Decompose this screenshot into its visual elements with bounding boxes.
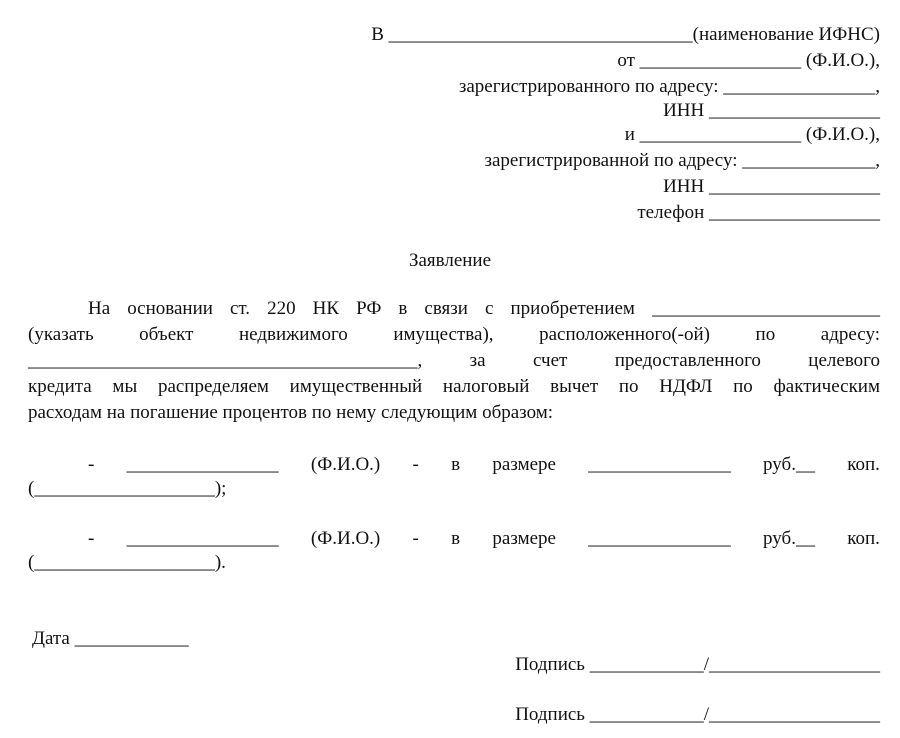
signature-line-1: Подпись ____________/__________________	[515, 654, 880, 675]
header-address1-line: зарегистрированного по адресу: ________________,	[458, 76, 880, 97]
distribution-item-1-words: (___________________);	[28, 478, 227, 499]
body-line-4: кредита мы распределяем имущественный налоговый вычет по НДФЛ по фактическим	[28, 376, 880, 397]
header-inn2-line: ИНН __________________	[663, 176, 880, 197]
item-amount-blank: _______________	[588, 454, 731, 475]
item-amount-blank: _______________	[588, 528, 731, 549]
distribution-item-2	[88, 528, 880, 550]
item-razmere-label: размере	[492, 454, 556, 475]
item-name-blank: ________________	[126, 454, 279, 475]
header-recipient-line: В ________________________________(наименование ИФНС)	[371, 24, 880, 45]
document-title: Заявление	[408, 250, 492, 271]
item-fio-label: (Ф.И.О.)	[310, 528, 381, 549]
header-phone-line: телефон __________________	[637, 202, 880, 223]
header-second-person-line: и _________________ (Ф.И.О.),	[624, 124, 880, 145]
date-line: Дата ____________	[32, 628, 189, 649]
item-dash-2: -	[412, 454, 419, 475]
item-fio-label: (Ф.И.О.)	[310, 454, 381, 475]
body-line-3: _________________________________________, за счет предоставленного целевого	[28, 350, 880, 371]
body-line-1: На основании ст. 220 НК РФ в связи с приобретением ________________________	[88, 298, 880, 319]
item-rub-label: руб.__	[763, 528, 815, 549]
item-dash-2: -	[412, 528, 419, 549]
distribution-item-1	[88, 454, 880, 476]
signature-line-2: Подпись ____________/__________________	[515, 704, 880, 725]
item-kop-label: коп.	[847, 454, 880, 475]
item-dash: -	[88, 528, 95, 549]
body-line-2: (указать объект недвижимого имущества), расположенного(-ой) по адресу:	[28, 324, 880, 345]
item-preposition: в	[451, 454, 461, 475]
item-razmere-label: размере	[492, 528, 556, 549]
body-line-5: расходам на погашение процентов по нему следующим образом:	[28, 402, 554, 423]
item-kop-label: коп.	[847, 528, 880, 549]
item-rub-label: руб.__	[763, 454, 815, 475]
item-name-blank: ________________	[126, 528, 279, 549]
item-dash: -	[88, 454, 95, 475]
header-address2-line: зарегистрированной по адресу: ______________,	[484, 150, 880, 171]
header-from-line: от _________________ (Ф.И.О.),	[617, 50, 880, 71]
item-preposition: в	[451, 528, 461, 549]
distribution-item-2-words: (___________________).	[28, 552, 226, 573]
header-inn1-line: ИНН __________________	[663, 100, 880, 121]
